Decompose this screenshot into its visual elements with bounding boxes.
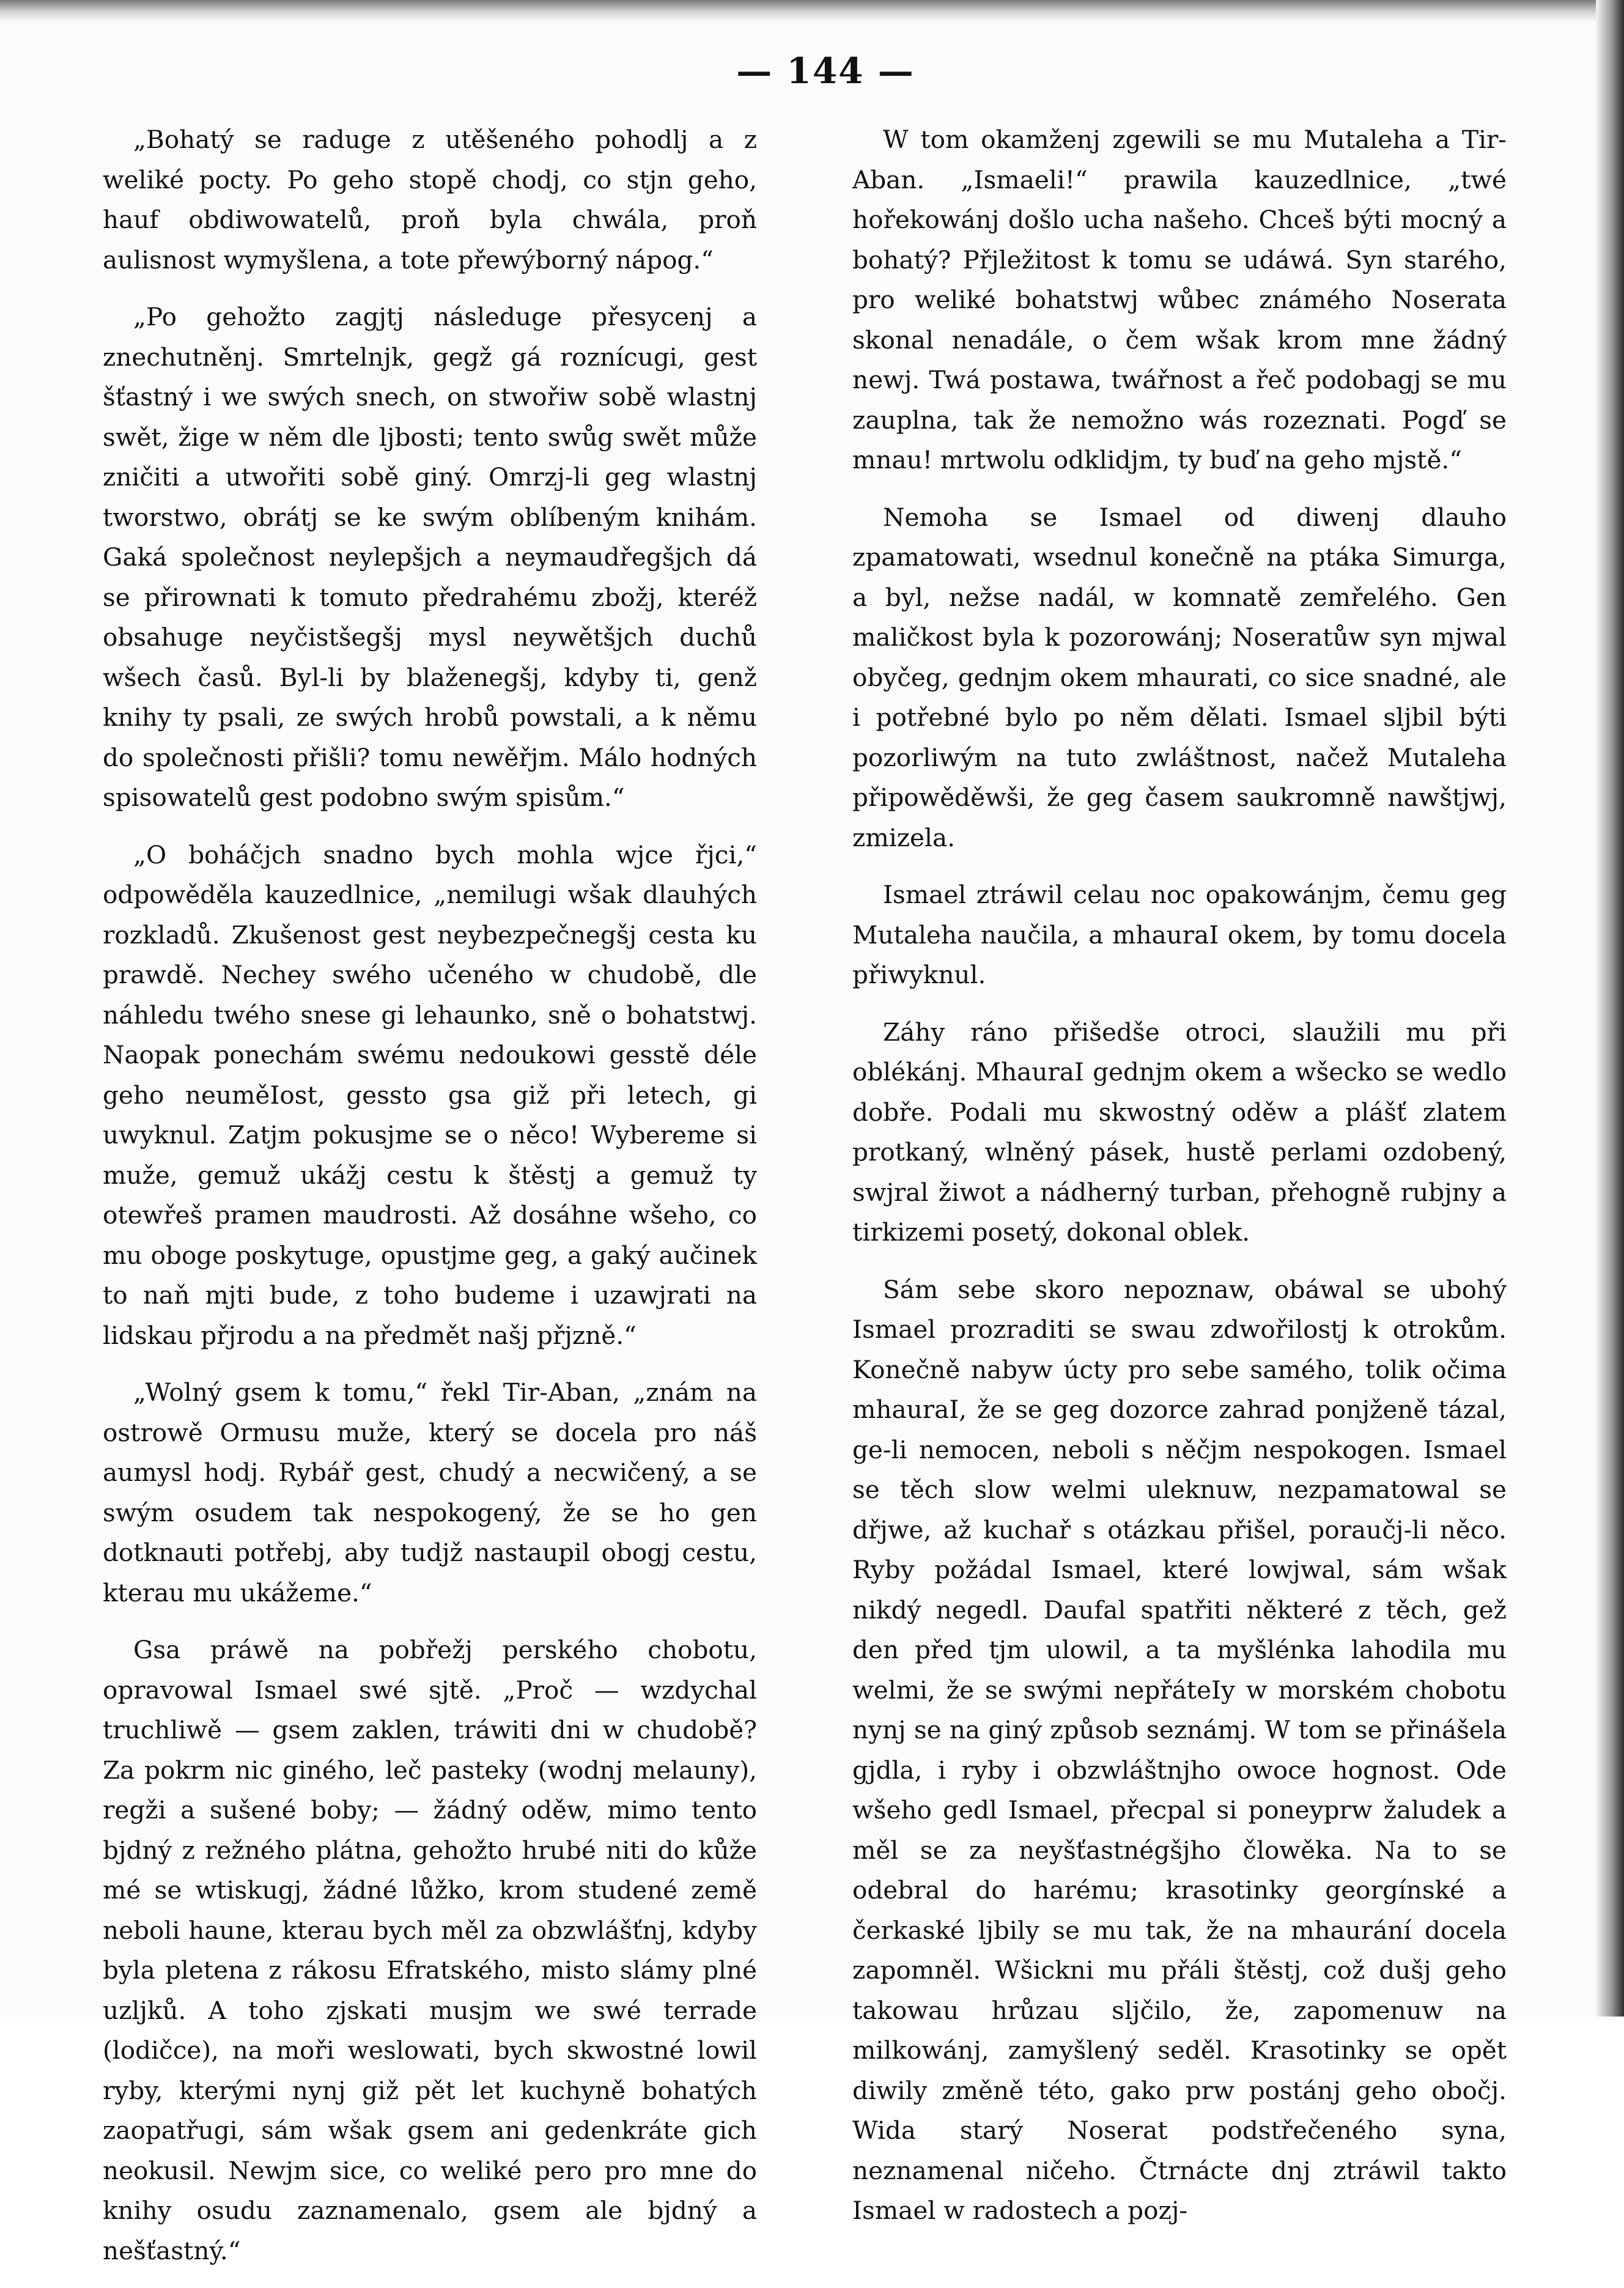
paragraph: Nemoha se Ismael od diwenj dlauho zpamatowati, wsednul konečně na ptáka Simurga, a byl, nežse nadál, w komnatě zemřelého. Gen maličkost byla k pozorowánj; Noseratůw syn mjwal obyčeg, gednjm okem mhaurati, co sice snadné, ale i potřebné bylo po něm dělati. Ismael sljbil býti pozorliwým na tuto zwláštnost, načež Mutaleha připowěděwši, že geg časem saukromně nawštjwj, zmizela. (852, 502, 1507, 852)
paragraph: „Po gehožto zagjtj následuge přesycenj a znechutněnj. Smrtelnjk, gegž gá roznícugi, gest šťastný i we swých snech, on stwořiw sobě wlastnj swět, žige w něm dle ljbosti; tento swůg swět může zničiti a utwořiti sobě giný. Omrzj-li geg wlastnj tworstwo, obrátj se ke swým oblíbeným knihám. Gaká společnost neylepšjch a neymaudřegšjch dá se přirownati k tomuto předrahému zbožj, kteréž obsahuge neyčistšegšj mysl neywětšjch duchů wšech časů. Byl-li by blaženegšj, kdyby ti, genž knihy ty psali, ze swých hrobů powstali, a k němu do společnosti přišli? tomu newěřjm. Málo hodných spisowatelů gest podobno swým spisům.“ (103, 302, 757, 812)
paragraph: Záhy ráno přišedše otroci, slaužili mu při oblékánj. MhauraI gednjm okem a wšecko se wedlo dobře. Podali mu skwostný oděw a plášť zlatem protkaný, wlněný pásek, hustě perlami ozdobený, swjral žiwot a nádherný turban, přehogně rubjny a tirkizemi posetý, dokonal oblek. (852, 1017, 1507, 1247)
paragraph: „Bohatý se raduge z utěšeného pohodlj a z weliké pocty. Po geho stopě chodj, co stjn geho, hauf obdiwowatelů, proň byla chwála, proň aulisnost wymyšlena, a tote přewýborný nápog.“ (103, 125, 757, 275)
scan-top-edge (0, 0, 1624, 21)
scan-right-edge (1596, 0, 1624, 2017)
left-column (103, 120, 757, 2288)
paragraph: W tom okamženj zgewili se mu Mutaleha a Tir-Aban. „Ismaeli!“ prawila kauzedlnice, „twé hořekowánj došlo ucha našeho. Chceš býti mocný a bohatý? Přjležitost k tomu se udáwá. Syn starého, pro weliké bohatstwj wůbec známého Noserata skonal nenadále, o čem wšak krom mne žádný newj. Twá postawa, twářnost a řeč podobagj se mu zauplna, tak že nemožno wás rozeznati. Pogď se mnau! mrtwolu odklidjm, ty buď na geho mjstě.“ (852, 125, 1507, 474)
paragraph: „O boháčjch snadno bych mohla wjce řjci,“ odpowěděla kauzedlnice, „nemilugi wšak dlauhých rozkladů. Zkušenost gest neybezpečnegšj cesta ku prawdě. Nechey swého učeného w chudobě, dle náhledu twého snese gi lehaunko, sně o bohatstwj. Naopak ponechám swému nedoukowi gesstě déle geho neuměIost, gessto gsa giž při letech, gi uwyknul. Zatjm pokusjme se o něco! Wybereme si muže, gemuž ukážj cestu k štěstj a gemuž ty otewřeš pramen maudrosti. Až dosáhne wšeho, co mu oboge poskytuge, opustjme geg, a gaký aučinek to naň mjti bude, z toho budeme i uzawjrati na lidskau přjrodu a na předmět našj přjzně.“ (103, 840, 757, 1350)
right-column (852, 120, 1507, 2248)
paragraph: „Wolný gsem k tomu,“ řekl Tir-Aban, „znám na ostrowě Ormusu muže, který se docela pro náš aumysl hodj. Rybář gest, chudý a necwičený, a se swým osudem tak nespokogený, že se ho gen dotknauti potřebj, aby tudjž nastaupil obogj cestu, kterau mu ukážeme.“ (103, 1378, 757, 1607)
paragraph: Sám sebe skoro nepoznaw, obáwal se ubohý Ismael prozraditi se swau zdwořilostj k otrokům. Konečně nabyw úcty pro sebe samého, tolik očima mhauraI, že se geg dozorce zahrad ponjženě tázal, ge-li nemocen, neboli s něčjm nespokogen. Ismael se těch slow welmi uleknuw, nezpamatowal se dřjwe, až kuchař s otázkau přišel, poraučj-li něco. Ryby požádal Ismael, které lowjwal, sám wšak nikdý negedl. Daufal spatřiti některé z těch, gež den před tjm ulowil, a ta myšlénka lahodila mu welmi, že se swými nepřáteIy w morském chobotu nynj se na giný způsob seznámj. W tom se přinášela gjdla, i ryby i obzwláštnjho owoce hognost. Ode wšeho gedl Ismael, přecpal si poneyprw žaludek a měl se za neyšťastnégšjho člowěka. Na to se odebral do harému; krasotinky georgínské a čerkaské ljbily se mu tak, že na mhaurání docela zapomněl. Wšickni mu přáli štěstj, což dušj geho takowau hrůzau sljčilo, že, zapomenuw na milkowánj, zamyšlený seděl. Krasotinky se opět diwily změně této, gako prw postánj geho obočj. Wida starý Noserat podstřečeného syna, neznamenal ničeho. Čtrnácte dnj ztráwil takto Ismael w radostech a pozj- (852, 1274, 1507, 2225)
page-number: — 144 — (736, 50, 915, 92)
paragraph: Gsa práwě na pobřežj perského chobotu, opravowal Ismael swé sjtě. „Proč — wzdychal truchliwě — gsem zaklen, tráwiti dni w chudobě? Za pokrm nic giného, leč pasteky (wodnj melauny), regži a sušené boby; — žádný oděw, mimo tento bjdný z režného plátna, gehožto hrubé niti do kůže mé se wtiskugj, žádné lůžko, krom studené země neboli haune, kterau bych měl za obzwlášťnj, kdyby byla pletena z rákosu Efratského, misto slámy plné uzljků. A toho zjskati musjm we swé terrade (lodičce), na moři weslowati, bych skwostné lowil ryby, kterými nynj giž pět let kuchyně bohatých zaopatřugi, sám wšak gsem ani gedenkráte gich neokusil. Newjm sice, co weliké pero pro mne do knihy osudu zaznamenalo, gsem ale bjdný a nešťastný.“ (103, 1635, 757, 2265)
paragraph: Ismael ztráwil celau noc opakowánjm, čemu geg Mutaleha naučila, a mhauraI okem, by tomu docela přiwyknul. (852, 880, 1507, 989)
